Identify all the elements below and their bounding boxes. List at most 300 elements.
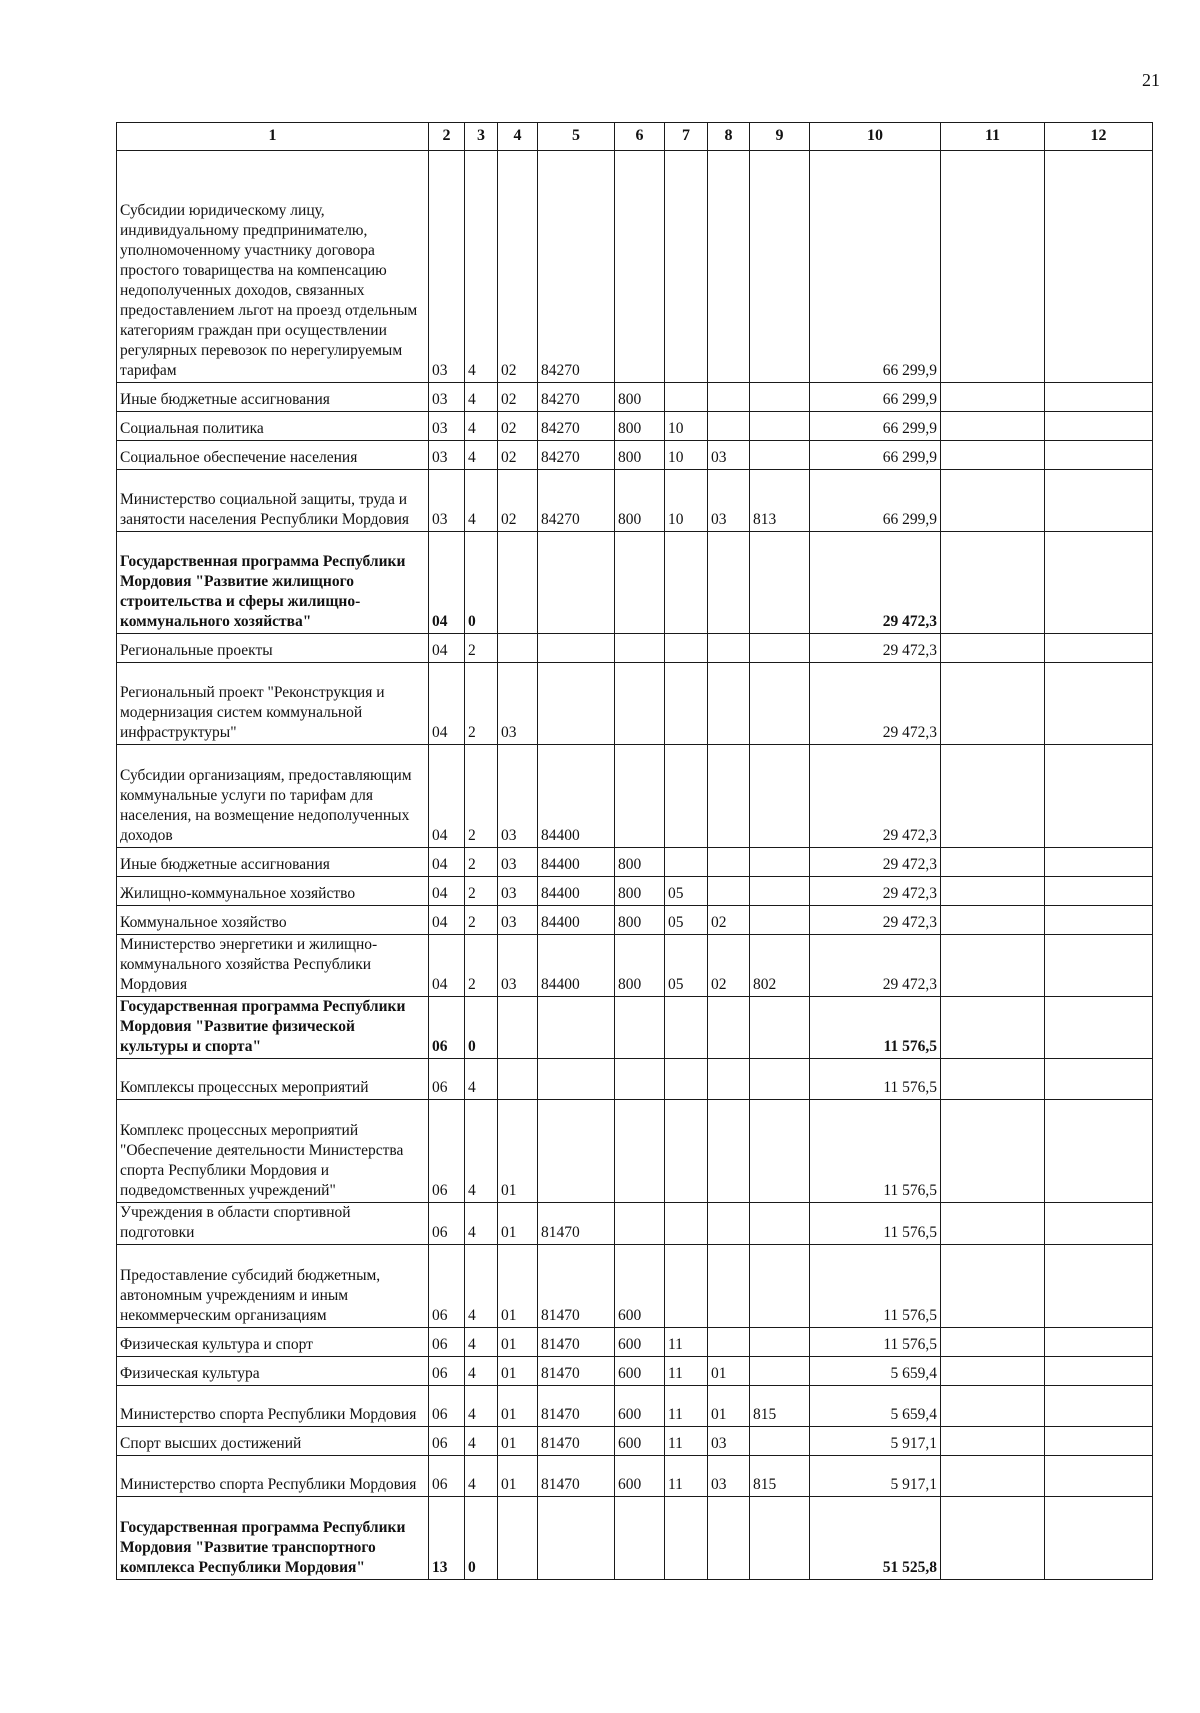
code-cell (1045, 1245, 1153, 1328)
code-cell (615, 1100, 665, 1203)
code-cell (665, 663, 708, 745)
code-cell (665, 1497, 708, 1580)
code-cell: 10 (665, 470, 708, 532)
code-cell: 800 (615, 935, 665, 997)
row-label-cell: Субсидии организациям, предоставляющим коммунальные услуги по тарифам для населения, на возмещение недополученных доходов (117, 745, 429, 848)
amount-cell: 29 472,3 (810, 848, 941, 877)
column-header: 3 (465, 123, 498, 151)
code-cell (941, 745, 1045, 848)
row-label-cell: Физическая культура и спорт (117, 1328, 429, 1357)
code-cell (615, 1497, 665, 1580)
table-row (117, 1203, 1153, 1245)
column-header: 7 (665, 123, 708, 151)
code-cell: 0 (465, 1497, 498, 1580)
code-cell (615, 634, 665, 663)
code-cell (1045, 1203, 1153, 1245)
column-header: 12 (1045, 123, 1153, 151)
code-cell (1045, 935, 1153, 997)
code-cell: 02 (708, 906, 750, 935)
table-row (117, 997, 1153, 1059)
code-cell: 84270 (538, 383, 615, 412)
code-cell (708, 663, 750, 745)
code-cell (708, 848, 750, 877)
amount-cell: 5 659,4 (810, 1386, 941, 1427)
row-label-cell: Физическая культура (117, 1357, 429, 1386)
code-cell (665, 151, 708, 383)
row-label-cell: Министерство энергетики и жилищно-коммунального хозяйства Республики Мордовия (117, 935, 429, 997)
code-cell (708, 151, 750, 383)
code-cell: 81470 (538, 1328, 615, 1357)
code-cell (498, 532, 538, 634)
amount-cell: 11 576,5 (810, 1203, 941, 1245)
code-cell: 02 (498, 441, 538, 470)
row-label-cell: Предоставление субсидий бюджетным, автономным учреждениям и иным некоммерческим организациям (117, 1245, 429, 1328)
code-cell: 4 (465, 1059, 498, 1100)
amount-cell: 11 576,5 (810, 1328, 941, 1357)
code-cell (665, 383, 708, 412)
code-cell: 600 (615, 1386, 665, 1427)
row-label-cell: Спорт высших достижений (117, 1427, 429, 1456)
table-row (117, 1059, 1153, 1100)
code-cell: 84270 (538, 470, 615, 532)
code-cell (941, 383, 1045, 412)
amount-cell: 29 472,3 (810, 663, 941, 745)
code-cell (665, 634, 708, 663)
code-cell (708, 634, 750, 663)
code-cell: 01 (708, 1386, 750, 1427)
code-cell: 600 (615, 1357, 665, 1386)
amount-cell: 66 299,9 (810, 441, 941, 470)
code-cell (1045, 470, 1153, 532)
table-row (117, 412, 1153, 441)
code-cell: 03 (708, 1427, 750, 1456)
code-cell (498, 1059, 538, 1100)
code-cell (1045, 1427, 1153, 1456)
amount-cell: 66 299,9 (810, 412, 941, 441)
code-cell (708, 412, 750, 441)
code-cell (1045, 663, 1153, 745)
code-cell (665, 532, 708, 634)
code-cell (750, 997, 810, 1059)
code-cell (750, 1357, 810, 1386)
code-cell (538, 1497, 615, 1580)
row-label-cell: Министерство спорта Республики Мордовия (117, 1386, 429, 1427)
code-cell (538, 1059, 615, 1100)
table-row (117, 1245, 1153, 1328)
amount-cell: 5 917,1 (810, 1427, 941, 1456)
code-cell (708, 997, 750, 1059)
code-cell: 0 (465, 532, 498, 634)
table-row (117, 935, 1153, 997)
code-cell: 02 (708, 935, 750, 997)
code-cell (1045, 877, 1153, 906)
table-row (117, 663, 1153, 745)
row-label-cell: Социальная политика (117, 412, 429, 441)
code-cell (941, 663, 1045, 745)
column-header: 6 (615, 123, 665, 151)
code-cell: 600 (615, 1328, 665, 1357)
table-row (117, 532, 1153, 634)
code-cell: 2 (465, 877, 498, 906)
code-cell: 03 (498, 877, 538, 906)
code-cell: 2 (465, 935, 498, 997)
table-row (117, 1328, 1153, 1357)
code-cell: 01 (498, 1386, 538, 1427)
column-header: 11 (941, 123, 1045, 151)
amount-cell: 66 299,9 (810, 151, 941, 383)
code-cell: 03 (429, 441, 465, 470)
amount-cell: 51 525,8 (810, 1497, 941, 1580)
amount-cell: 11 576,5 (810, 1059, 941, 1100)
code-cell (665, 1203, 708, 1245)
code-cell (708, 1497, 750, 1580)
code-cell: 02 (498, 470, 538, 532)
code-cell (750, 412, 810, 441)
code-cell: 03 (498, 935, 538, 997)
amount-cell: 5 917,1 (810, 1456, 941, 1497)
code-cell: 81470 (538, 1386, 615, 1427)
code-cell: 600 (615, 1245, 665, 1328)
code-cell (941, 441, 1045, 470)
code-cell: 03 (429, 383, 465, 412)
code-cell: 01 (498, 1203, 538, 1245)
code-cell: 05 (665, 906, 708, 935)
table-body (117, 151, 1153, 1580)
code-cell: 81470 (538, 1357, 615, 1386)
column-header: 1 (117, 123, 429, 151)
code-cell (941, 532, 1045, 634)
code-cell: 01 (498, 1100, 538, 1203)
code-cell (665, 1059, 708, 1100)
column-header: 4 (498, 123, 538, 151)
code-cell: 03 (708, 441, 750, 470)
row-label-cell: Региональные проекты (117, 634, 429, 663)
code-cell (708, 1100, 750, 1203)
code-cell (750, 1059, 810, 1100)
code-cell (538, 1100, 615, 1203)
code-cell: 4 (465, 441, 498, 470)
code-cell: 10 (665, 441, 708, 470)
code-cell (750, 906, 810, 935)
code-cell: 03 (429, 470, 465, 532)
code-cell (538, 997, 615, 1059)
code-cell: 13 (429, 1497, 465, 1580)
code-cell: 815 (750, 1386, 810, 1427)
amount-cell: 29 472,3 (810, 935, 941, 997)
code-cell (615, 997, 665, 1059)
code-cell (750, 383, 810, 412)
page-number: 21 (1142, 70, 1160, 90)
code-cell: 04 (429, 663, 465, 745)
code-cell (1045, 441, 1153, 470)
table-row (117, 383, 1153, 412)
row-label-cell: Иные бюджетные ассигнования (117, 383, 429, 412)
code-cell (665, 1100, 708, 1203)
code-cell: 06 (429, 1427, 465, 1456)
code-cell (941, 1497, 1045, 1580)
code-cell: 03 (498, 663, 538, 745)
code-cell (1045, 151, 1153, 383)
code-cell: 11 (665, 1456, 708, 1497)
code-cell: 04 (429, 848, 465, 877)
column-header: 5 (538, 123, 615, 151)
code-cell: 4 (465, 1427, 498, 1456)
code-cell (750, 1328, 810, 1357)
code-cell (665, 997, 708, 1059)
code-cell (1045, 906, 1153, 935)
code-cell: 4 (465, 1357, 498, 1386)
code-cell: 4 (465, 470, 498, 532)
code-cell (941, 935, 1045, 997)
row-label-cell: Министерство социальной защиты, труда и занятости населения Республики Мордовия (117, 470, 429, 532)
code-cell (1045, 1357, 1153, 1386)
code-cell (665, 745, 708, 848)
code-cell: 06 (429, 997, 465, 1059)
code-cell: 800 (615, 848, 665, 877)
code-cell (708, 745, 750, 848)
code-cell: 03 (498, 745, 538, 848)
code-cell: 4 (465, 1386, 498, 1427)
code-cell: 4 (465, 1203, 498, 1245)
code-cell: 06 (429, 1100, 465, 1203)
row-label-cell: Социальное обеспечение населения (117, 441, 429, 470)
code-cell: 2 (465, 848, 498, 877)
row-label-cell: Комплекс процессных мероприятий "Обеспечение деятельности Министерства спорта Республики Мордовия и подведомственных учреждений" (117, 1100, 429, 1203)
code-cell (941, 1386, 1045, 1427)
code-cell (708, 1245, 750, 1328)
table-row (117, 1427, 1153, 1456)
code-cell (665, 1245, 708, 1328)
code-cell: 815 (750, 1456, 810, 1497)
code-cell: 02 (498, 383, 538, 412)
code-cell: 2 (465, 634, 498, 663)
code-cell: 04 (429, 634, 465, 663)
code-cell: 04 (429, 906, 465, 935)
amount-cell: 5 659,4 (810, 1357, 941, 1386)
table-row (117, 745, 1153, 848)
code-cell (750, 441, 810, 470)
code-cell (615, 745, 665, 848)
code-cell: 0 (465, 997, 498, 1059)
amount-cell: 66 299,9 (810, 470, 941, 532)
code-cell (941, 1456, 1045, 1497)
code-cell: 4 (465, 412, 498, 441)
code-cell (615, 532, 665, 634)
column-header: 2 (429, 123, 465, 151)
amount-cell: 11 576,5 (810, 1245, 941, 1328)
code-cell: 01 (498, 1245, 538, 1328)
code-cell (1045, 745, 1153, 848)
code-cell (615, 151, 665, 383)
code-cell (941, 412, 1045, 441)
code-cell (1045, 1386, 1153, 1427)
code-cell: 02 (498, 151, 538, 383)
code-cell (615, 1203, 665, 1245)
code-cell: 84400 (538, 848, 615, 877)
code-cell: 01 (498, 1328, 538, 1357)
table-row (117, 877, 1153, 906)
code-cell: 03 (708, 470, 750, 532)
code-cell (1045, 1328, 1153, 1357)
code-cell: 4 (465, 151, 498, 383)
amount-cell: 29 472,3 (810, 532, 941, 634)
table-row (117, 151, 1153, 383)
code-cell: 06 (429, 1386, 465, 1427)
code-cell (708, 383, 750, 412)
table-row (117, 1456, 1153, 1497)
row-label-cell: Комплексы процессных мероприятий (117, 1059, 429, 1100)
code-cell: 4 (465, 383, 498, 412)
code-cell: 800 (615, 441, 665, 470)
code-cell (1045, 412, 1153, 441)
code-cell (750, 663, 810, 745)
table-row (117, 634, 1153, 663)
amount-cell: 11 576,5 (810, 997, 941, 1059)
code-cell: 600 (615, 1456, 665, 1497)
code-cell (1045, 532, 1153, 634)
code-cell: 04 (429, 745, 465, 848)
row-label-cell: Коммунальное хозяйство (117, 906, 429, 935)
code-cell (941, 1059, 1045, 1100)
code-cell: 813 (750, 470, 810, 532)
code-cell: 06 (429, 1456, 465, 1497)
code-cell (941, 1427, 1045, 1456)
code-cell (941, 906, 1045, 935)
table-header-row (117, 123, 1153, 151)
budget-table (116, 122, 1153, 1580)
code-cell: 800 (615, 906, 665, 935)
code-cell (750, 634, 810, 663)
code-cell: 81470 (538, 1245, 615, 1328)
code-cell (708, 1059, 750, 1100)
code-cell: 11 (665, 1386, 708, 1427)
code-cell: 06 (429, 1059, 465, 1100)
code-cell: 06 (429, 1203, 465, 1245)
code-cell (1045, 997, 1153, 1059)
code-cell: 800 (615, 412, 665, 441)
code-cell (750, 1203, 810, 1245)
code-cell: 01 (498, 1456, 538, 1497)
code-cell (498, 634, 538, 663)
code-cell: 04 (429, 935, 465, 997)
code-cell (498, 997, 538, 1059)
code-cell (1045, 1456, 1153, 1497)
code-cell: 4 (465, 1328, 498, 1357)
amount-cell: 29 472,3 (810, 906, 941, 935)
code-cell: 11 (665, 1427, 708, 1456)
code-cell: 04 (429, 532, 465, 634)
code-cell (750, 1427, 810, 1456)
row-label-cell: Жилищно-коммунальное хозяйство (117, 877, 429, 906)
code-cell: 01 (708, 1357, 750, 1386)
code-cell (708, 532, 750, 634)
code-cell: 84400 (538, 877, 615, 906)
amount-cell: 29 472,3 (810, 745, 941, 848)
amount-cell: 66 299,9 (810, 383, 941, 412)
column-header: 9 (750, 123, 810, 151)
code-cell (1045, 848, 1153, 877)
code-cell: 06 (429, 1328, 465, 1357)
code-cell: 05 (665, 935, 708, 997)
code-cell: 84270 (538, 151, 615, 383)
code-cell: 11 (665, 1357, 708, 1386)
code-cell: 802 (750, 935, 810, 997)
row-label-cell: Учреждения в области спортивной подготовки (117, 1203, 429, 1245)
code-cell (498, 1497, 538, 1580)
column-header: 8 (708, 123, 750, 151)
code-cell: 06 (429, 1245, 465, 1328)
code-cell (941, 1357, 1045, 1386)
row-label-cell: Государственная программа Республики Мордовия "Развитие физической культуры и спорта" (117, 997, 429, 1059)
row-label-cell: Государственная программа Республики Мордовия "Развитие транспортного комплекса Республики Мордовия" (117, 1497, 429, 1580)
code-cell (750, 1100, 810, 1203)
code-cell (538, 532, 615, 634)
table-row (117, 441, 1153, 470)
row-label-cell: Министерство спорта Республики Мордовия (117, 1456, 429, 1497)
code-cell (941, 848, 1045, 877)
column-header: 10 (810, 123, 941, 151)
code-cell: 81470 (538, 1203, 615, 1245)
code-cell (708, 877, 750, 906)
code-cell: 84400 (538, 906, 615, 935)
code-cell (750, 532, 810, 634)
code-cell (750, 745, 810, 848)
code-cell: 06 (429, 1357, 465, 1386)
code-cell: 600 (615, 1427, 665, 1456)
code-cell (941, 877, 1045, 906)
code-cell: 03 (498, 906, 538, 935)
code-cell: 03 (708, 1456, 750, 1497)
code-cell: 2 (465, 663, 498, 745)
code-cell (941, 1100, 1045, 1203)
code-cell (1045, 1100, 1153, 1203)
code-cell (1045, 634, 1153, 663)
row-label-cell: Региональный проект "Реконструкция и модернизация систем коммунальной инфраструктуры" (117, 663, 429, 745)
code-cell: 81470 (538, 1427, 615, 1456)
code-cell (1045, 383, 1153, 412)
code-cell (941, 1328, 1045, 1357)
code-cell (750, 1245, 810, 1328)
code-cell (708, 1203, 750, 1245)
code-cell: 4 (465, 1245, 498, 1328)
code-cell (750, 848, 810, 877)
code-cell (1045, 1059, 1153, 1100)
table-row (117, 906, 1153, 935)
code-cell (941, 151, 1045, 383)
code-cell: 04 (429, 877, 465, 906)
code-cell: 01 (498, 1357, 538, 1386)
table-row (117, 1357, 1153, 1386)
code-cell: 2 (465, 745, 498, 848)
code-cell (941, 470, 1045, 532)
code-cell: 800 (615, 470, 665, 532)
code-cell (1045, 1497, 1153, 1580)
code-cell: 84400 (538, 745, 615, 848)
code-cell (538, 663, 615, 745)
row-label-cell: Субсидии юридическому лицу, индивидуальному предпринимателю, уполномоченному участнику договора простого товарищества на компенсацию недополученных доходов, связанных предоставлением льгот на проезд отдельным категориям граждан при осуществлении регулярных перевозок по нерегулируемым тарифам (117, 151, 429, 383)
table-row (117, 1386, 1153, 1427)
code-cell: 800 (615, 877, 665, 906)
code-cell (941, 997, 1045, 1059)
code-cell (750, 1497, 810, 1580)
code-cell: 84270 (538, 441, 615, 470)
code-cell: 02 (498, 412, 538, 441)
code-cell: 4 (465, 1456, 498, 1497)
code-cell (615, 1059, 665, 1100)
code-cell: 03 (498, 848, 538, 877)
code-cell: 84400 (538, 935, 615, 997)
code-cell (941, 1203, 1045, 1245)
